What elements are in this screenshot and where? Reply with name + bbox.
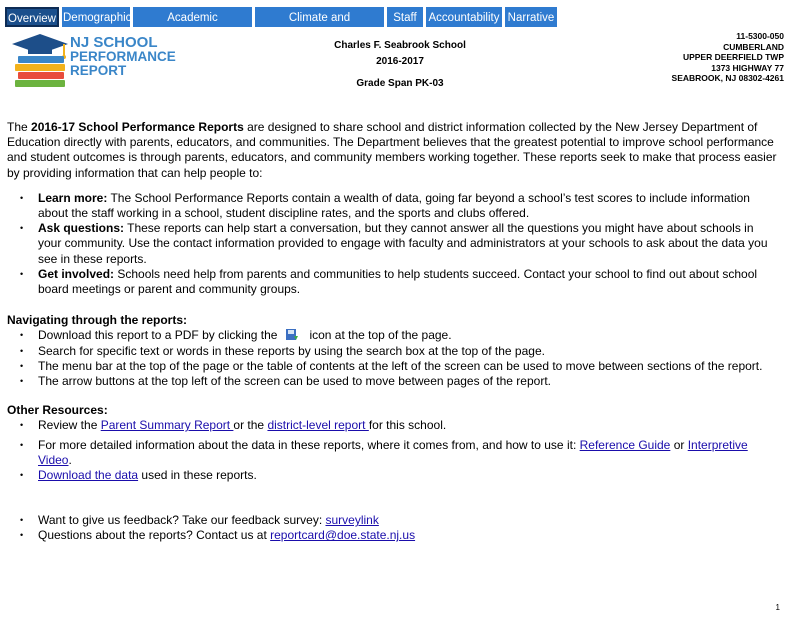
logo-text xyxy=(70,36,176,78)
grade-span: Grade Span PK-03 xyxy=(356,78,444,89)
list-item: • Get involved: Schools need help from parents and communities to help students succeed. Contact your school to find out about school board meetings or parent and community groups. xyxy=(7,267,779,297)
tab-overview[interactable]: Overview xyxy=(5,7,59,27)
list-item: • For more detailed information about the data in these reports, where it comes from, and how to use it: Reference Guide or Interpretive Video. xyxy=(7,438,779,468)
list-item: • Questions about the reports? Contact us at reportcard@doe.state.nj.us xyxy=(7,528,779,543)
school-year: 2016-2017 xyxy=(376,56,424,67)
logo-line-2: PERFORMANCE xyxy=(70,49,176,64)
navigation-list xyxy=(7,328,779,389)
parent-summary-report-link[interactable]: Parent Summary Report xyxy=(100,418,234,433)
interpretive-video-link[interactable]: Interpretive Video xyxy=(38,437,748,467)
list-item: • Review the Parent Summary Report or the district-level report for this school. xyxy=(7,418,779,433)
nj-school-performance-report-logo xyxy=(10,30,188,88)
purpose-list xyxy=(7,191,779,297)
list-item: • Learn more: The School Performance Reports contain a wealth of data, going far beyond a school’s test scores to include information about the staff working in a school, student discipline rates, and the sports and clubs offered. xyxy=(7,191,779,221)
feedback-list xyxy=(7,513,779,543)
resources-heading: Other Resources: xyxy=(7,403,108,418)
page-number: 1 xyxy=(775,603,780,612)
school-name: Charles F. Seabrook School xyxy=(334,40,466,51)
tab-demographic[interactable]: Demographic xyxy=(62,7,130,27)
reference-guide-link[interactable]: Reference Guide xyxy=(579,437,671,452)
overview-body xyxy=(7,120,779,544)
list-item: • Download this report to a PDF by clicking the icon at the top of the page. xyxy=(7,328,779,343)
logo-line-1: NJ SCHOOL xyxy=(70,34,158,51)
school-header xyxy=(270,38,530,92)
district-level-report-link[interactable]: district-level report xyxy=(267,418,369,433)
list-item: • Ask questions: These reports can help start a conversation, but they cannot answer all the questions you might have about schools in your community. Use the contact information provided to engage with faculty and administrators at your schools to ask about the data you see in these reports. xyxy=(7,221,779,267)
survey-link[interactable]: surveylink xyxy=(325,513,379,528)
tab-staff[interactable]: Staff xyxy=(387,7,423,27)
resources-list xyxy=(7,418,779,483)
list-item: • The arrow buttons at the top left of the screen can be used to move between pages of the report. xyxy=(7,374,779,389)
navigation-heading: Navigating through the reports: xyxy=(7,313,187,328)
city-state-zip: SEABROOK, NJ 08302-4261 xyxy=(671,73,784,83)
street: 1373 HIGHWAY 77 xyxy=(711,62,784,73)
contact-email-link[interactable]: reportcard@doe.state.nj.us xyxy=(270,528,416,543)
tab-accountability[interactable]: Accountability xyxy=(426,7,502,27)
logo-line-3: REPORT xyxy=(70,63,127,78)
tab-academic-achievement[interactable]: Academic Achievement xyxy=(133,7,252,27)
pdf-download-icon[interactable] xyxy=(285,328,299,341)
county: CUMBERLAND xyxy=(723,41,784,52)
district: UPPER DEERFIELD TWP xyxy=(682,52,784,62)
list-item: • The menu bar at the top of the page or the table of contents at the left of the screen can be used to move between sections of the report. xyxy=(7,359,779,374)
list-item: • Download the data used in these reports. xyxy=(7,468,779,483)
tab-narrative[interactable]: Narrative xyxy=(505,7,557,27)
intro-paragraph: The 2016-17 School Performance Reports are designed to share school and district information collected by the New Jersey Department of Education directly with parents, educators, and communities. The Department believes that the greatest potential to improve school performance and student outcomes is through parents, educators, and community members working together. These reports seek to make that process easier by providing information that can help people to: xyxy=(7,120,777,180)
list-item: • Want to give us feedback? Take our feedback survey: surveylink xyxy=(7,513,779,528)
list-item: • Search for specific text or words in these reports by using the search box at the top of the page. xyxy=(7,344,779,359)
tab-climate-and-environment[interactable]: Climate and Environment xyxy=(255,7,384,27)
school-code: 11-5300-050 xyxy=(736,31,784,41)
download-data-link[interactable]: Download the data xyxy=(38,468,139,483)
school-address xyxy=(584,31,784,84)
